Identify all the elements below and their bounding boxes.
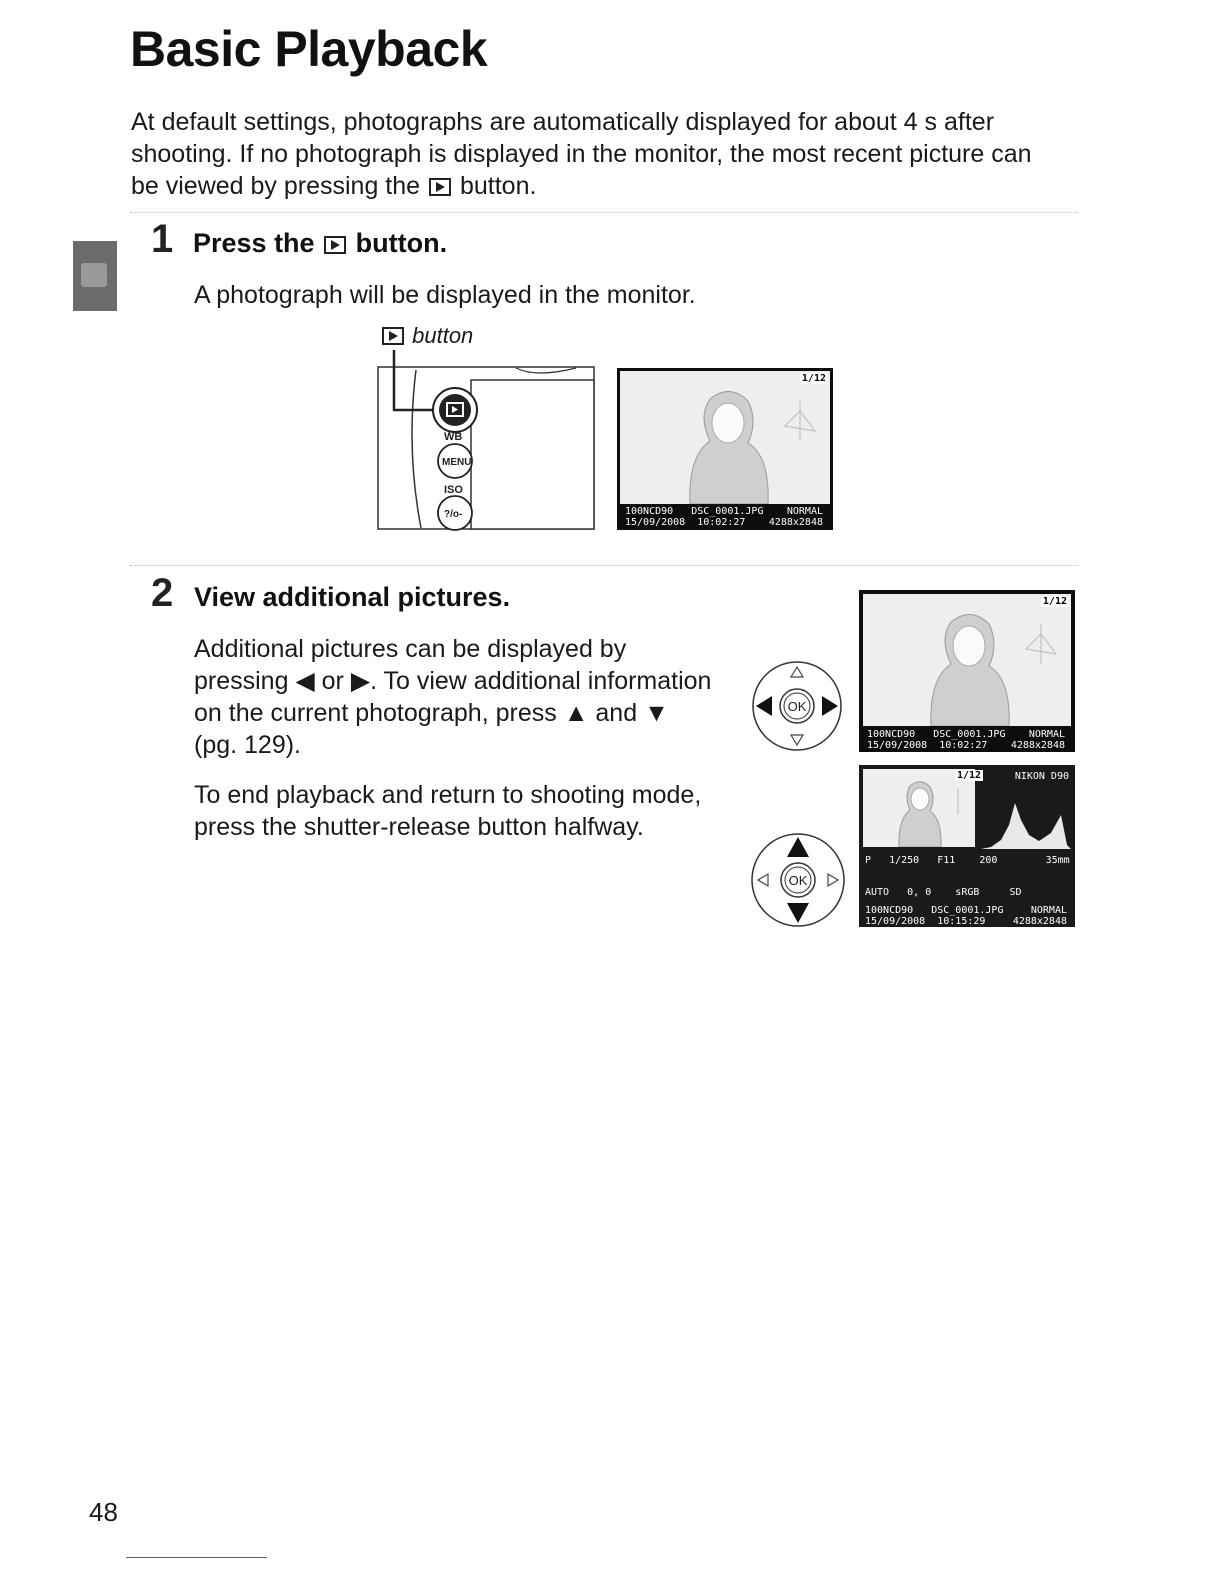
camera-back-illustration (376, 350, 596, 532)
photo-preview (863, 594, 1071, 726)
intro-line-2: shooting. If no photograph is displayed in the monitor, the most recent picture can (131, 140, 1032, 168)
histogram (981, 785, 1071, 849)
step-2-line-2 (194, 665, 734, 697)
playback-icon (429, 178, 451, 196)
frame-counter: 1/12 (957, 770, 982, 781)
shooting-row-2: AUTO 0, 0 sRGB SD (865, 887, 1022, 898)
intro-line-3 (131, 170, 1091, 202)
step-2-line-1: Additional pictures can be displayed by (194, 635, 627, 663)
monitor-playback (617, 368, 833, 530)
chapter-tab-icon (81, 263, 107, 287)
osd-file-info: 100NCD90 DSC_0001.JPG 15/09/2008 10:02:27 (625, 506, 764, 528)
osd-file-info: 100NCD90 DSC_0001.JPG 15/09/2008 10:02:27 (867, 729, 1006, 751)
down-arrow-icon: ▼ (644, 699, 669, 727)
intro-line-3-text: be viewed by pressing the (131, 172, 421, 200)
text: pressing (194, 667, 289, 695)
step-1-heading (193, 228, 447, 259)
portrait-photo (863, 594, 1071, 726)
text: on the current photograph, press (194, 699, 557, 727)
chapter-tab (73, 241, 117, 311)
button-caption-text: button (412, 323, 474, 348)
osd-quality-info: NORMAL 4288x2848 (1010, 729, 1065, 751)
step-2-heading: View additional pictures. (194, 582, 511, 612)
separator (130, 212, 1078, 213)
step-2-number: 2 (151, 571, 174, 615)
button-caption (380, 323, 473, 349)
left-arrow-icon: ◀ (295, 667, 315, 695)
multi-selector-left-right (748, 660, 846, 752)
separator (130, 565, 1078, 566)
text: . To view additional information (370, 667, 712, 695)
footer-rule (126, 1557, 267, 1558)
text: and (595, 699, 638, 727)
right-arrow-icon: ▶ (350, 667, 371, 695)
quality-info-row: NORMAL 4288x2848 (1012, 905, 1067, 927)
frame-counter: 1/12 (1042, 596, 1067, 607)
step-2-paragraph-1 (194, 633, 734, 761)
multi-selector-up-down (749, 832, 847, 930)
shooting-row-1: P 1/250 F11 200 35mm (865, 855, 1070, 866)
step-2-paragraph-2 (194, 779, 734, 843)
step-1-number: 1 (151, 217, 174, 261)
step-2-para2-line-1: To end playback and return to shooting mode, (194, 781, 702, 809)
up-arrow-icon: ▲ (563, 699, 589, 727)
frame-counter: 1/12 (801, 373, 826, 384)
step-2-line-3 (194, 697, 734, 729)
intro-line-3-end: button. (459, 172, 537, 200)
step-1-body: A photograph will be displayed in the monitor. (194, 281, 696, 309)
photo-preview (620, 371, 830, 504)
wb-label: WB (444, 431, 463, 443)
camera-model: NIKON D90 (1014, 771, 1069, 782)
intro-paragraph (131, 106, 1091, 202)
portrait-photo (620, 371, 830, 504)
step-2-para2-line-2: press the shutter-release button halfway. (194, 813, 644, 841)
playback-icon (382, 327, 404, 345)
step-1-heading-text: Press the (193, 228, 315, 258)
menu-label: MENU (442, 457, 472, 468)
file-info-row: 100NCD90 DSC_0001.JPG 15/09/2008 10:15:29 (865, 905, 1004, 927)
page-title: Basic Playback (130, 21, 488, 77)
page-number: 48 (89, 1497, 118, 1527)
playback-icon (324, 236, 346, 254)
step-1-heading-end: button. (355, 228, 448, 258)
protect-label: ?/o- (444, 509, 463, 520)
step-2-line-4: (pg. 129). (194, 731, 302, 759)
ok-label: OK (787, 699, 807, 714)
intro-line-1: At default settings, photographs are automatically displayed for about 4 s after (131, 108, 995, 136)
monitor-info-display (859, 765, 1075, 927)
iso-label: ISO (444, 484, 463, 496)
text: or (321, 667, 344, 695)
osd-quality-info: NORMAL 4288x2848 (768, 506, 823, 528)
monitor-playback-2 (859, 590, 1075, 752)
ok-label: OK (788, 873, 808, 888)
